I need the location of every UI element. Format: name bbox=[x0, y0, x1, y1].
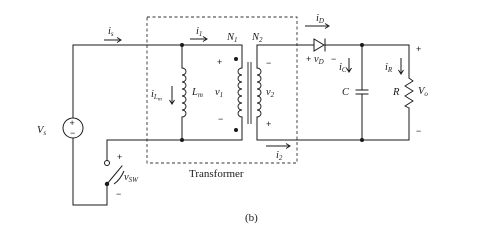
diode bbox=[314, 39, 325, 51]
v1-minus: − bbox=[218, 114, 224, 124]
label-v2: v2 bbox=[266, 87, 275, 99]
vo-plus: + bbox=[416, 44, 422, 54]
label-v1: v1 bbox=[215, 87, 224, 99]
vd-minus: − bbox=[331, 54, 337, 64]
n1-winding-coil bbox=[238, 68, 242, 117]
label-c: C bbox=[342, 87, 350, 98]
label-lm: Lm bbox=[192, 87, 203, 99]
label-i2: i2 bbox=[276, 150, 283, 162]
label-ilm: iLm bbox=[151, 89, 162, 103]
label-vo: Vo bbox=[418, 86, 428, 98]
label-i1: i1 bbox=[196, 26, 203, 38]
switch-plus: + bbox=[117, 152, 123, 162]
v1-plus: + bbox=[217, 57, 223, 67]
vd-plus: + bbox=[306, 54, 312, 64]
n2-winding-coil bbox=[257, 68, 261, 117]
label-vs: Vs bbox=[37, 125, 47, 137]
transformer-box bbox=[147, 17, 297, 163]
junction-dot bbox=[180, 43, 184, 47]
label-r: R bbox=[393, 87, 400, 98]
label-vd: vD bbox=[314, 54, 324, 66]
label-ir: iR bbox=[385, 62, 393, 74]
v2-plus: + bbox=[266, 119, 272, 129]
label-n2: N2 bbox=[252, 32, 263, 44]
label-transformer: Transformer bbox=[189, 168, 244, 180]
voltage-source bbox=[63, 118, 83, 138]
lm-inductor-coil bbox=[182, 68, 186, 117]
polarity-dot-secondary bbox=[234, 128, 238, 132]
label-ic: iC bbox=[339, 62, 347, 74]
label-id: iD bbox=[316, 13, 324, 25]
junction-dot bbox=[180, 138, 184, 142]
vsw-arrow bbox=[114, 171, 124, 184]
svg-text:+: + bbox=[69, 118, 75, 128]
v2-minus: − bbox=[266, 58, 272, 68]
left-wire-lower bbox=[73, 138, 107, 205]
resistor bbox=[405, 45, 413, 140]
label-n1: N1 bbox=[227, 32, 238, 44]
label-is: is bbox=[108, 26, 114, 38]
figure-caption: (b) bbox=[245, 212, 258, 224]
switch-minus: − bbox=[116, 189, 122, 199]
vo-minus: − bbox=[416, 126, 422, 136]
polarity-dot-primary bbox=[234, 57, 238, 61]
label-vsw: vSW bbox=[124, 172, 139, 184]
capacitor bbox=[356, 45, 368, 140]
svg-text:−: − bbox=[70, 128, 76, 138]
